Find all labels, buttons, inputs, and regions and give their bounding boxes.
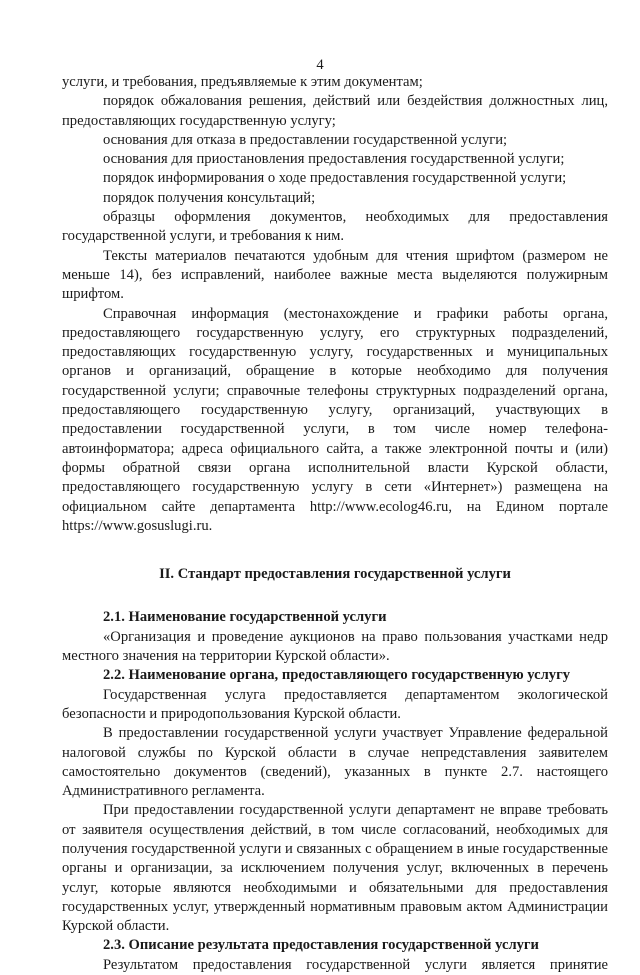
paragraph: порядок обжалования решения, действий или бездействия должностных лиц, предоставляющих государственную услугу; xyxy=(62,93,608,129)
subsection-heading: 2.2. Наименование органа, предоставляющего государственную услугу xyxy=(103,667,571,684)
paragraph: Государственная услуга предоставляется департаментом экологической безопасности и природопользования Курской области. xyxy=(62,686,608,722)
paragraph: порядок информирования о ходе предоставления государственной услуги; xyxy=(103,170,567,187)
subsection-heading: 2.3. Описание результата предоставления государственной услуги xyxy=(103,937,539,954)
paragraph: Справочная информация (местонахождение и графики работы органа, предоставляющего государственную услугу, его структурных подразделений, предоставляющих государственную услугу, государственных и муниципальных органов и организаций, обращение в которые необходимо для получения государственной услуги; справочные телефоны структурных подразделений органа, предоставляющего государственную услугу, организаций, участвующих в предоставлении государственной услуги, в том числе номер телефона-автоинформатора; адреса официального сайта, а также электронной почты и (или) формы обратной связи органа исполнительной власти Курской области, предоставляющего государственную услугу в сети «Интернет») размещена на официальном сайте департамента http://www.ecolog46.ru, на Едином портале https://www.gosuslugi.ru. xyxy=(62,305,608,534)
section-title: II. Стандарт предоставления государственной услуги xyxy=(159,566,511,583)
paragraph: основания для приостановления предоставления государственной услуги; xyxy=(103,151,565,168)
page-number: 4 xyxy=(316,57,324,73)
paragraph: В предоставлении государственной услуги участвует Управление федеральной налоговой службы по Курской области в случае непредставления заявителем самостоятельно документов (сведений), указанных в пункте 2.7. настоящего Административного регламента. xyxy=(62,725,608,800)
document-body xyxy=(62,73,608,975)
paragraph: основания для отказа в предоставлении государственной услуги; xyxy=(103,131,508,148)
paragraph: «Организация и проведение аукционов на право пользования участками недр местного значения на территории Курской области». xyxy=(62,628,608,665)
paragraph: услуги, и требования, предъявляемые к этим документам; xyxy=(62,74,423,90)
paragraph: Результатом предоставления государственной услуги является принятие xyxy=(103,956,608,973)
paragraph: порядок получения консультаций; xyxy=(103,189,316,206)
paragraph: При предоставлении государственной услуги департамент не вправе требовать от заявителя осуществления действий, в том числе согласований, необходимых для получения государственной услуги и связанных с обращением в иные государственные органы и организации, за исключением получения услуг, включенных в перечень услуг, которые являются необходимыми и обязательными для предоставления государственных услуг, утвержденный нормативным правовым актом Администрации Курской области. xyxy=(62,802,608,935)
paragraph: Тексты материалов печатаются удобным для чтения шрифтом (размером не меньше 14), без исправлений, наиболее важные места выделяются полужирным шрифтом. xyxy=(62,247,608,303)
subsection-heading: 2.1. Наименование государственной услуги xyxy=(103,609,387,626)
paragraph: образцы оформления документов, необходимых для предоставления государственной услуги, и требования к ним. xyxy=(62,209,608,245)
